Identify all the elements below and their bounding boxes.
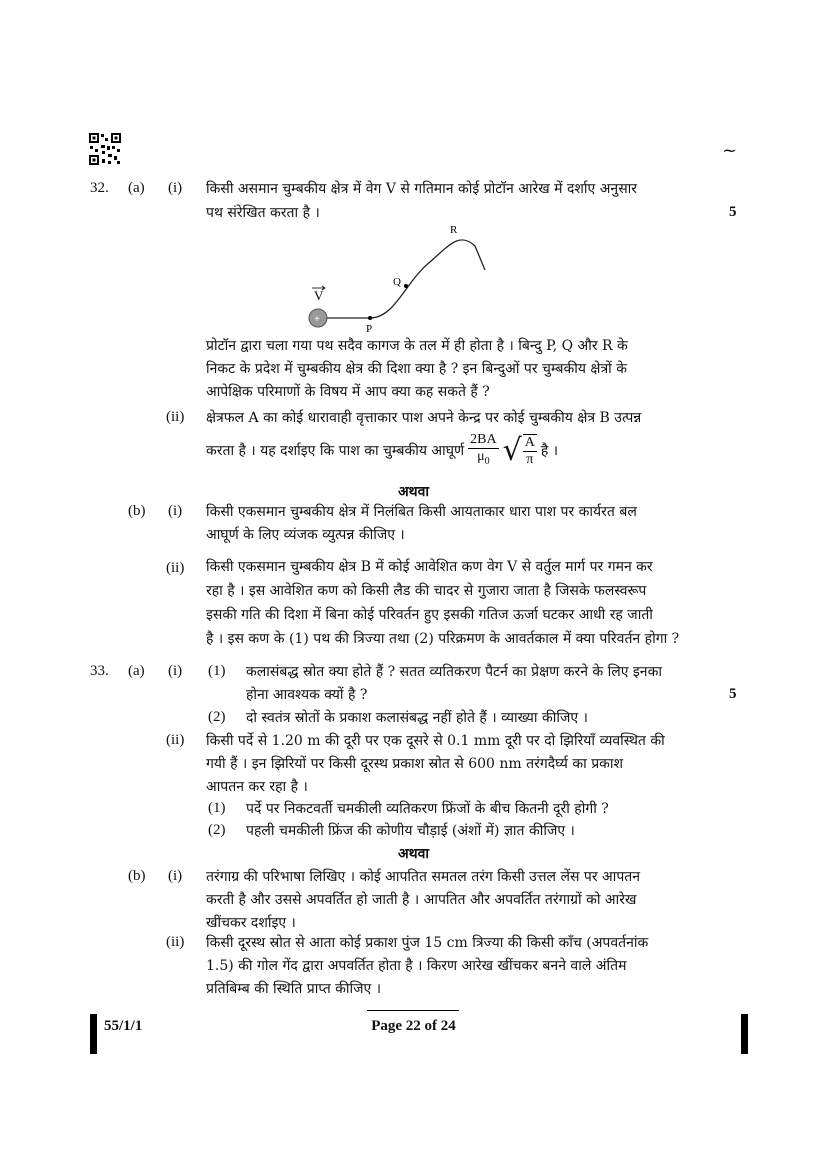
q33-or: अथवा bbox=[397, 846, 430, 862]
footer-right-bar bbox=[741, 1014, 748, 1054]
velocity-label: V bbox=[314, 288, 324, 303]
q32-b-ii-line2: रहा है । इस आवेशित कण को किसी लैड की चादर से गुजारा जाता है जिसके फलस्वरूप bbox=[206, 583, 647, 599]
q32-marks: 5 bbox=[729, 204, 737, 220]
q33-sub-label-i-b: (i) bbox=[168, 868, 183, 884]
root-denominator: π bbox=[526, 451, 534, 467]
q33-sub-label-2: (2) bbox=[208, 709, 226, 725]
footer-page-number: Page 22 of 24 bbox=[371, 1018, 456, 1034]
footer-divider bbox=[367, 1010, 459, 1011]
q33-sub-label-i: (i) bbox=[168, 663, 183, 679]
part-label-a: (a) bbox=[128, 180, 145, 196]
q32-a-ii-line2 bbox=[206, 432, 558, 470]
sub-label-ii-b: (ii) bbox=[166, 560, 185, 576]
formula-fraction bbox=[468, 432, 498, 470]
formula-numerator: 2BA bbox=[470, 432, 497, 447]
proton-label: + bbox=[314, 314, 320, 325]
q33-a-ii-2: पहली चमकीली फ्रिंज की कोणीय चौड़ाई (अंशों में) ज्ञात कीजिए । bbox=[246, 823, 575, 839]
sub-label-i-b: (i) bbox=[168, 503, 183, 519]
header-tilde: ~ bbox=[722, 140, 738, 161]
q33-sub-label-1: (1) bbox=[208, 663, 226, 679]
q33-a-ii-line1: किसी पर्दे से 1.20 m की दूरी पर एक दूसरे से 0.1 mm दूरी पर दो झिरियाँ व्यवस्थित की bbox=[206, 733, 665, 749]
sub-label-ii: (ii) bbox=[166, 409, 185, 425]
point-q-dot bbox=[404, 284, 408, 288]
q32-b-i-line2: आघूर्ण के लिए व्यंजक व्युत्पन्न कीजिए । bbox=[206, 527, 405, 543]
proton-path-figure bbox=[300, 222, 500, 337]
question-number-32: 32. bbox=[90, 180, 109, 196]
q32-a-i-line1: किसी असमान चुम्बकीय क्षेत्र में वेग V से गतिमान कोई प्रोटॉन आरेख में दर्शाए अनुसार bbox=[206, 181, 638, 197]
q32-b-ii-line3: इसकी गति की दिशा में बिना कोई परिवर्तन हुए इसकी गतिज ऊर्जा घटकर आधी रह जाती bbox=[206, 607, 653, 623]
q33-b-ii-line2: 1.5) की गोल गेंद द्वारा अपवर्तित होता है । किरण आरेख खींचकर बनने वाले अंतिम bbox=[206, 958, 627, 974]
q32-b-ii-line4: है । इस कण के (1) पथ की त्रिज्या तथा (2) परिक्रमण के आवर्तकाल में क्या परिवर्तन होगा ? bbox=[206, 631, 680, 647]
q32-a-ii-line1: क्षेत्रफल A का कोई धारावाही वृत्ताकार पाश अपने केन्द्र पर कोई चुम्बकीय क्षेत्र B उत्पन्न bbox=[206, 410, 642, 426]
q33-a-i-2: दो स्वतंत्र स्रोतों के प्रकाश कलासंबद्ध नहीं होते हैं । व्याख्या कीजिए । bbox=[246, 710, 588, 726]
point-r-label: R bbox=[450, 224, 458, 236]
q33-b-ii-line3: प्रतिबिम्ब की स्थिति प्राप्त कीजिए । bbox=[206, 981, 382, 997]
q33-b-i-line3: खींचकर दर्शाइए । bbox=[206, 915, 296, 931]
sqrt-sign: √ bbox=[502, 432, 522, 468]
footer-code: 55/1/1 bbox=[104, 1018, 143, 1034]
q32-a-ii-end: है । bbox=[540, 442, 559, 459]
point-p-label: P bbox=[366, 323, 373, 335]
q32-a-i-line5: आपेक्षिक परिमाणों के विषय में आप क्या कह सकते हैं ? bbox=[206, 384, 490, 400]
q33-a-ii-line2: गयी हैं । इन झिरियों पर किसी दूरस्थ प्रकाश स्रोत से 600 nm तरंगदैर्घ्य का प्रकाश bbox=[206, 756, 624, 772]
q33-a-ii-1: पर्दे पर निकटवर्ती चमकीली व्यतिकरण फ्रिंजों के बीच कितनी दूरी होगी ? bbox=[246, 801, 609, 817]
q32-or: अथवा bbox=[397, 484, 430, 500]
q33-marks: 5 bbox=[729, 686, 737, 702]
root-numerator: A bbox=[524, 434, 535, 450]
q33-a-i-1-line2: होना आवश्यक क्यों है ? bbox=[246, 687, 368, 703]
q33-a-ii-line3: आपतन कर रहा है । bbox=[206, 779, 308, 795]
point-p-dot bbox=[368, 316, 372, 320]
root-fraction bbox=[523, 434, 537, 468]
q33-a-ii-sub-2: (2) bbox=[208, 822, 226, 838]
q33-part-label-a: (a) bbox=[128, 663, 145, 679]
q33-part-label-b: (b) bbox=[128, 868, 146, 884]
q33-a-i-1-line1: कलासंबद्ध स्रोत क्या होते हैं ? सतत व्यतिकरण पैटर्न का प्रेक्षण करने के लिए इनका bbox=[246, 664, 662, 680]
q33-sub-label-ii: (ii) bbox=[166, 732, 185, 748]
q33-b-i-line2: करती है और उससे अपवर्तित हो जाती है । आपतित और अपवर्तित तरंगाग्रों को आरेख bbox=[206, 892, 637, 908]
sub-label-i: (i) bbox=[168, 180, 183, 196]
qr-code bbox=[88, 132, 122, 166]
q32-a-i-line2: पथ संरेखित करता है । bbox=[206, 205, 320, 221]
part-label-b: (b) bbox=[128, 503, 146, 519]
q33-sub-label-ii-b: (ii) bbox=[166, 934, 185, 950]
q33-b-i-line1: तरंगाग्र की परिभाषा लिखिए । कोई आपतित समतल तरंग किसी उत्तल लेंस पर आपतन bbox=[206, 869, 641, 885]
q32-a-i-line3: प्रोटॉन द्वारा चला गया पथ सदैव कागज के तल में ही होता है । बिन्दु P, Q और R के bbox=[206, 338, 628, 354]
question-number-33: 33. bbox=[90, 663, 109, 679]
q32-a-ii-line2-text: करता है । यह दर्शाइए कि पाश का चुम्बकीय आघूर्ण bbox=[206, 442, 465, 459]
q33-a-ii-sub-1: (1) bbox=[208, 800, 226, 816]
formula-den-sub: 0 bbox=[484, 455, 490, 467]
q32-b-ii-line1: किसी एकसमान चुम्बकीय क्षेत्र B में कोई आवेशित कण वेग V से वर्तुल मार्ग पर गमन कर bbox=[206, 559, 653, 575]
q32-b-i-line1: किसी एकसमान चुम्बकीय क्षेत्र में निलंबित किसी आयताकार धारा पाश पर कार्यरत बल bbox=[206, 504, 637, 520]
q33-b-ii-line1: किसी दूरस्थ स्रोत से आता कोई प्रकाश पुंज 15 cm त्रिज्या की किसी काँच (अपवर्तनांक bbox=[206, 935, 649, 951]
q32-a-i-line4: निकट के प्रदेश में चुम्बकीय क्षेत्र की दिशा क्या है ? इन बिन्दुओं पर चुम्बकीय क्षेत्रों के bbox=[206, 361, 627, 377]
point-q-label: Q bbox=[393, 276, 401, 288]
formula-denominator: μ bbox=[477, 449, 485, 464]
